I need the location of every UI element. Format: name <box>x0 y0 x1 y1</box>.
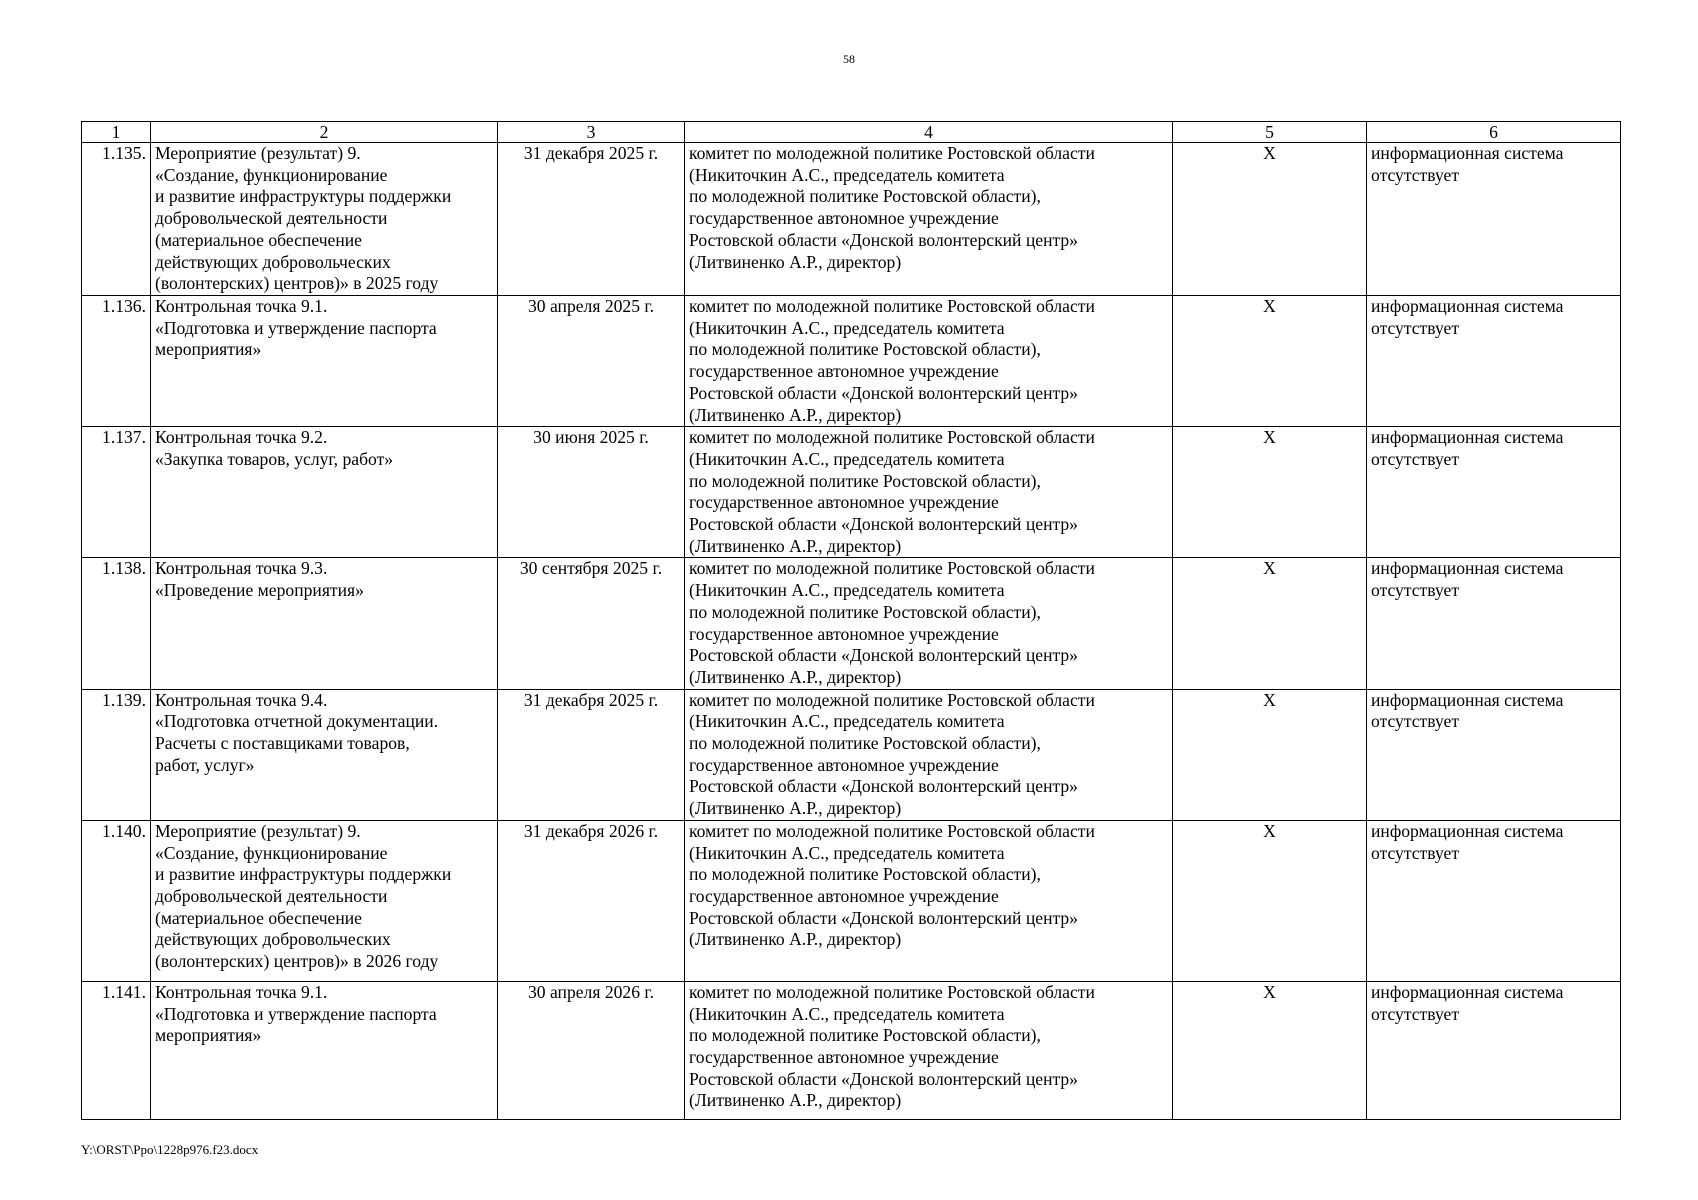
table-row <box>82 427 1621 558</box>
event-cell: Контрольная точка 9.1. «Подготовка и утверждение паспорта мероприятия» <box>151 981 498 1119</box>
responsible-cell: комитет по молодежной политике Ростовской области (Никиточкин А.С., председатель комитета по молодежной политике Ростовской области), государственное автономное учреждение Ростовской области «Донской волонтерский центр» (Литвиненко А.Р., директор) <box>685 981 1173 1119</box>
mark-cell: X <box>1173 981 1367 1119</box>
date-cell: 31 декабря 2025 г. <box>498 143 685 296</box>
responsible-cell: комитет по молодежной политике Ростовской области (Никиточкин А.С., председатель комитета по молодежной политике Ростовской области), государственное автономное учреждение Ростовской области «Донской волонтерский центр» (Литвиненко А.Р., директор) <box>685 296 1173 427</box>
event-cell: Контрольная точка 9.3. «Проведение мероприятия» <box>151 558 498 689</box>
mark-cell: X <box>1173 820 1367 981</box>
mark-cell: X <box>1173 558 1367 689</box>
system-cell: информационная система отсутствует <box>1367 981 1621 1119</box>
date-cell: 31 декабря 2026 г. <box>498 820 685 981</box>
responsible-cell: комитет по молодежной политике Ростовской области (Никиточкин А.С., председатель комитета по молодежной политике Ростовской области), государственное автономное учреждение Ростовской области «Донской волонтерский центр» (Литвиненко А.Р., директор) <box>685 427 1173 558</box>
system-cell: информационная система отсутствует <box>1367 558 1621 689</box>
row-number: 1.141. <box>82 981 151 1119</box>
mark-cell: X <box>1173 427 1367 558</box>
system-cell: информационная система отсутствует <box>1367 296 1621 427</box>
table-row <box>82 143 1621 296</box>
mark-cell: X <box>1173 143 1367 296</box>
system-cell: информационная система отсутствует <box>1367 689 1621 820</box>
row-number: 1.139. <box>82 689 151 820</box>
column-header: 3 <box>498 122 685 143</box>
date-cell: 30 июня 2025 г. <box>498 427 685 558</box>
responsible-cell: комитет по молодежной политике Ростовской области (Никиточкин А.С., председатель комитета по молодежной политике Ростовской области), государственное автономное учреждение Ростовской области «Донской волонтерский центр» (Литвиненко А.Р., директор) <box>685 143 1173 296</box>
column-header: 4 <box>685 122 1173 143</box>
event-cell: Контрольная точка 9.4. «Подготовка отчетной документации. Расчеты с поставщиками товаров, работ, услуг» <box>151 689 498 820</box>
column-header: 5 <box>1173 122 1367 143</box>
date-cell: 30 сентября 2025 г. <box>498 558 685 689</box>
row-number: 1.138. <box>82 558 151 689</box>
table-row <box>82 981 1621 1119</box>
mark-cell: X <box>1173 296 1367 427</box>
event-cell: Мероприятие (результат) 9. «Создание, функционирование и развитие инфраструктуры поддержки добровольческой деятельности (материальное обеспечение действующих добровольческих (волонтерских) центров)» в 2026 году <box>151 820 498 981</box>
file-path-footer: Y:\ORST\Ppo\1228p976.f23.docx <box>81 1142 259 1157</box>
system-cell: информационная система отсутствует <box>1367 427 1621 558</box>
row-number: 1.137. <box>82 427 151 558</box>
table-row <box>82 558 1621 689</box>
event-cell: Мероприятие (результат) 9. «Создание, функционирование и развитие инфраструктуры поддержки добровольческой деятельности (материальное обеспечение действующих добровольческих (волонтерских) центров)» в 2025 году <box>151 143 498 296</box>
row-number: 1.135. <box>82 143 151 296</box>
responsible-cell: комитет по молодежной политике Ростовской области (Никиточкин А.С., председатель комитета по молодежной политике Ростовской области), государственное автономное учреждение Ростовской области «Донской волонтерский центр» (Литвиненко А.Р., директор) <box>685 820 1173 981</box>
table-header-row <box>82 122 1621 143</box>
column-header: 1 <box>82 122 151 143</box>
row-number: 1.140. <box>82 820 151 981</box>
responsible-cell: комитет по молодежной политике Ростовской области (Никиточкин А.С., председатель комитета по молодежной политике Ростовской области), государственное автономное учреждение Ростовской области «Донской волонтерский центр» (Литвиненко А.Р., директор) <box>685 689 1173 820</box>
table-row <box>82 296 1621 427</box>
control-points-table <box>81 121 1621 1120</box>
date-cell: 31 декабря 2025 г. <box>498 689 685 820</box>
column-header: 6 <box>1367 122 1621 143</box>
page-number: 58 <box>843 52 855 66</box>
system-cell: информационная система отсутствует <box>1367 143 1621 296</box>
system-cell: информационная система отсутствует <box>1367 820 1621 981</box>
date-cell: 30 апреля 2026 г. <box>498 981 685 1119</box>
column-header: 2 <box>151 122 498 143</box>
responsible-cell: комитет по молодежной политике Ростовской области (Никиточкин А.С., председатель комитета по молодежной политике Ростовской области), государственное автономное учреждение Ростовской области «Донской волонтерский центр» (Литвиненко А.Р., директор) <box>685 558 1173 689</box>
row-number: 1.136. <box>82 296 151 427</box>
event-cell: Контрольная точка 9.1. «Подготовка и утверждение паспорта мероприятия» <box>151 296 498 427</box>
table-row <box>82 689 1621 820</box>
date-cell: 30 апреля 2025 г. <box>498 296 685 427</box>
event-cell: Контрольная точка 9.2. «Закупка товаров, услуг, работ» <box>151 427 498 558</box>
mark-cell: X <box>1173 689 1367 820</box>
table-row <box>82 820 1621 981</box>
